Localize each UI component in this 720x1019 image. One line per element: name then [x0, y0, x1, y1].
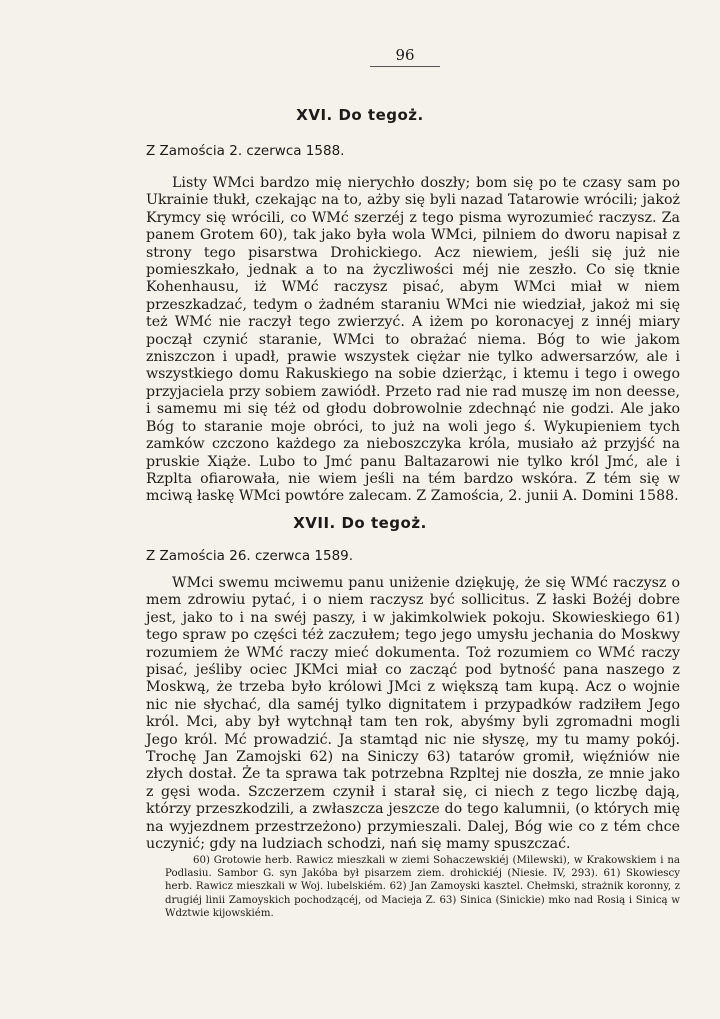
- letter-body: Listy WMci bardzo mię nierychło doszły; bom się po te czasy sam po Ukrainie tłukł, czekając na to, ażby się byli nazad Tatarowie wrócili; jakoż Krymcy się wrócili, co WMć szerzéj z tego pisma wyrozumieć raczysz. Za panem Grotem 60), tak jako była wola WMci, pilniem do dworu napisał z strony tego pisarstwa Drohickiego. Acz niewiem, jeśli się już nie pomieszkało, jednak a to na życzliwości méj nie zeszło. Co się tknie Kohenhausu, iż WMć raczysz pisać, abym WMci miał w niem przeszkadzać, tedym o żadném staraniu WMci nie wiedział, jakoż mi się też WMć nie raczył tego zwierzyć. A iżem po koronacyej z innéj miary począł czynić staranie, WMci to obrażać niema. Bóg to wie jakom zniszczon i upadł, prawie wszystek ciężar nie tylko adwersarzów, ale i wszystkiego domu Rakuskiego na sobie dzierżąc, i ktemu i tego i owego przyjaciela przy sobiem zawiódł. Przeto rad nie rad muszę im non deesse, i samemu mi się téż od głodu dobrowolnie zdechnąć nie godzi. Ale jako Bóg to staranie moje obróci, to już na woli jego ś. Wykupieniem tych zamków czczono każdego za nieboszczyka króla, musiało aż przyjść na pruskie Xiąże. Lubo to Jmć panu Baltazarowi nie tylko król Jmć, ale i Rzplta ofiarowała, nie wiem jeśli na tém bardzo wskóra. Z tém się w mciwą łaskę WMci powtóre zalecam. Z Zamościa, 2. junii A. Domini 1588.: [146, 175, 680, 505]
- letter-body: WMci swemu mciwemu panu uniżenie dziękuję, że się WMć raczysz o mem zdrowiu pytać, i o niem raczysz być sollicitus. Z łaski Bożéj dobre jest, jako to i na swéj paszy, i w jakimkolwiek pokoju. Skowieskiego 61) tego spraw po części téż zaczułem; tego jego umysłu jechania do Moskwy rozumiem że WMć raczy mieć dokumenta. Toż rozumiem co WMć raczy pisać, jeśliby ociec JKMci miał co zacząć pod bytność pana naszego z Moskwą, że trzeba było królowi JMci z większą tam kupą. Acz o wojnie nic nie słychać, dla saméj tylko dignitatem i przypadków radziłem Jego król. Mci, aby był wytchnął tam ten rok, abyśmy byli zgromadni mogli Jego król. Mć prowadzić. Ja stamtąd nic nie słyszę, my tu mamy pokój. Trochę Jan Zamojski 62) na Siniczy 63) tatarów gromił, więźniów nie złych dostał. Że ta sprawa tak potrzebna Rzpltej nie doszła, ze mnie jako z gęsi woda. Szczerzem czynił i starał się, ci niech z tego liczbę dają, którzy przeszkodzili, a zwłaszcza jeszcze do tego kalumnii, (o których mię na wyjezdnem przestrzeżono) przymieszali. Dalej, Bóg wie co z tém chce uczynić; gdy na ludziach schodzi, nań się mamy spuszczać.: [146, 575, 680, 853]
- section-heading: XVII. Do tegoż.: [293, 514, 427, 532]
- section-heading: XVI. Do tegoż.: [296, 106, 424, 124]
- footnotes: 60) Grotowie herb. Rawicz mieszkali w ziemi Sohaczewskiéj (Milewski), w Krakowskiem i na Podlasiu. Sambor G. syn Jakóba był pisarzem ziem. drohickiéj (Niesie. IV, 293). 61) Skowiescy herb. Rawicz mieszkali w Woj. lubelskiém. 62) Jan Zamoyski kasztel. Chełmski, strażnik koronny, z drugiéj linii Zamoyskich pochodzącéj, od Macieja Z. 63) Sinica (Sinickie) mko nad Rosią i Sinicą w Wdztwie kijowskiém.: [165, 855, 680, 919]
- dateline: Z Zamościa 26. czerwca 1589.: [146, 548, 354, 564]
- dateline: Z Zamościa 2. czerwca 1588.: [146, 143, 345, 159]
- page-number: 96: [370, 46, 440, 67]
